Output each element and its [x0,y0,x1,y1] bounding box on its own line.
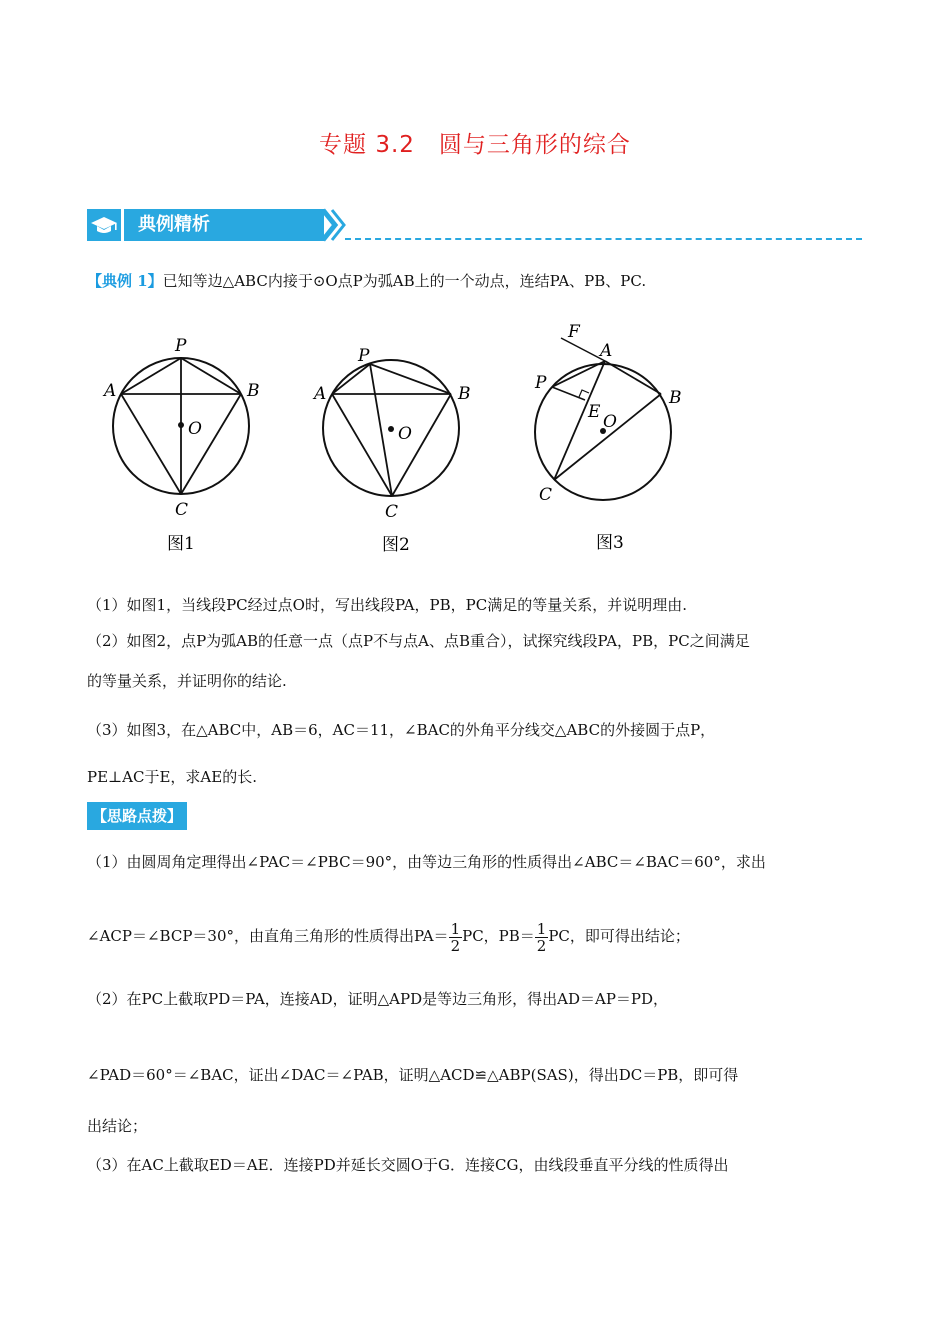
fig1-label-c: C [175,500,189,520]
fig3-label-o: O [603,412,617,432]
fraction-denominator: 2 [450,936,461,955]
fig1-label-p: P [175,336,187,356]
fraction-half [449,921,463,954]
tip-1-line-2-post: PC，即可得出结论； [548,927,690,945]
tip-1-line-2-mid: PC，PB＝ [462,927,535,945]
fig2-label-c: C [385,502,399,522]
figure-1 [102,336,260,554]
fig1-label-o: O [188,419,202,439]
tip-2-line-2: ∠PAD＝60°＝∠BAC，证出∠DAC＝∠PAB，证明△ACD≌△ABP(SAS)，得出DC＝PB，即可得 [87,1066,739,1084]
tip-2-line-1: （2）在PC上截取PD＝PA，连接AD，证明△APD是等边三角形，得出AD＝AP＝PD， [87,990,669,1008]
fig1-caption: 图1 [167,534,195,554]
section-label: 典例精析 [124,209,324,241]
section-divider [345,238,862,240]
fig2-label-b: B [458,384,471,404]
fig2-label-a: A [314,384,327,404]
example-text: 已知等边△ABC内接于⊙O点P为弧AB上的一个动点，连结PA、PB、PC. [162,272,647,290]
question-3-line-2: PE⊥AC于E，求AE的长. [87,768,257,786]
tips-label: 【思路点拨】 [87,802,187,830]
tip-1-line-2 [87,918,690,954]
fig3-caption: 图3 [596,533,624,553]
chevron-right-icon [319,208,349,242]
tip-3-line-1: （3）在AC上截取ED＝AE．连接PD并延长交圆O于G．连接CG，由线段垂直平分线的性质得出 [87,1156,729,1174]
page-title: 专题 3.2 圆与三角形的综合 [319,132,631,158]
figures [95,318,715,558]
fig3-label-b: B [669,388,682,408]
fig1-label-a: A [104,381,117,401]
fig2-label-o: O [398,424,412,444]
example-intro [87,270,646,292]
fraction-denominator-2: 2 [536,936,547,955]
graduation-cap-icon [87,209,121,241]
tip-1-line-1: （1）由圆周角定理得出∠PAC＝∠PBC＝90°，由等边三角形的性质得出∠ABC＝∠BAC＝60°，求出 [87,853,766,871]
fig3-label-c: C [539,485,553,505]
fig3-label-p: P [535,373,547,393]
fraction-numerator: 1 [450,919,461,938]
figure-2 [312,346,471,555]
fraction-half-2 [535,921,549,954]
fraction-numerator-2: 1 [536,919,547,938]
fig3-label-a: A [600,341,613,361]
fig1-label-b: B [247,381,260,401]
question-1: （1）如图1，当线段PC经过点O时，写出线段PA，PB，PC满足的等量关系，并说明理由. [87,596,687,614]
fig3-label-f: F [568,322,580,342]
figure-3 [534,322,682,553]
tip-1-line-2-pre: ∠ACP＝∠BCP＝30°，由直角三角形的性质得出PA＝ [87,927,449,945]
tip-2-line-3: 出结论； [87,1117,148,1135]
section-header [87,208,862,242]
fig3-label-e: E [588,402,601,422]
fig2-label-p: P [358,346,370,366]
fig2-caption: 图2 [382,535,410,555]
question-2-line-2: 的等量关系，并证明你的结论. [87,672,287,690]
example-tag: 【典例 1】 [87,272,163,290]
question-3-line-1: （3）如图3，在△ABC中，AB＝6，AC＝11，∠BAC的外角平分线交△ABC的外接圆于点P， [87,721,716,739]
question-2-line-1: （2）如图2，点P为弧AB的任意一点（点P不与点A、点B重合），试探究线段PA，PB，PC之间满足 [87,632,750,650]
